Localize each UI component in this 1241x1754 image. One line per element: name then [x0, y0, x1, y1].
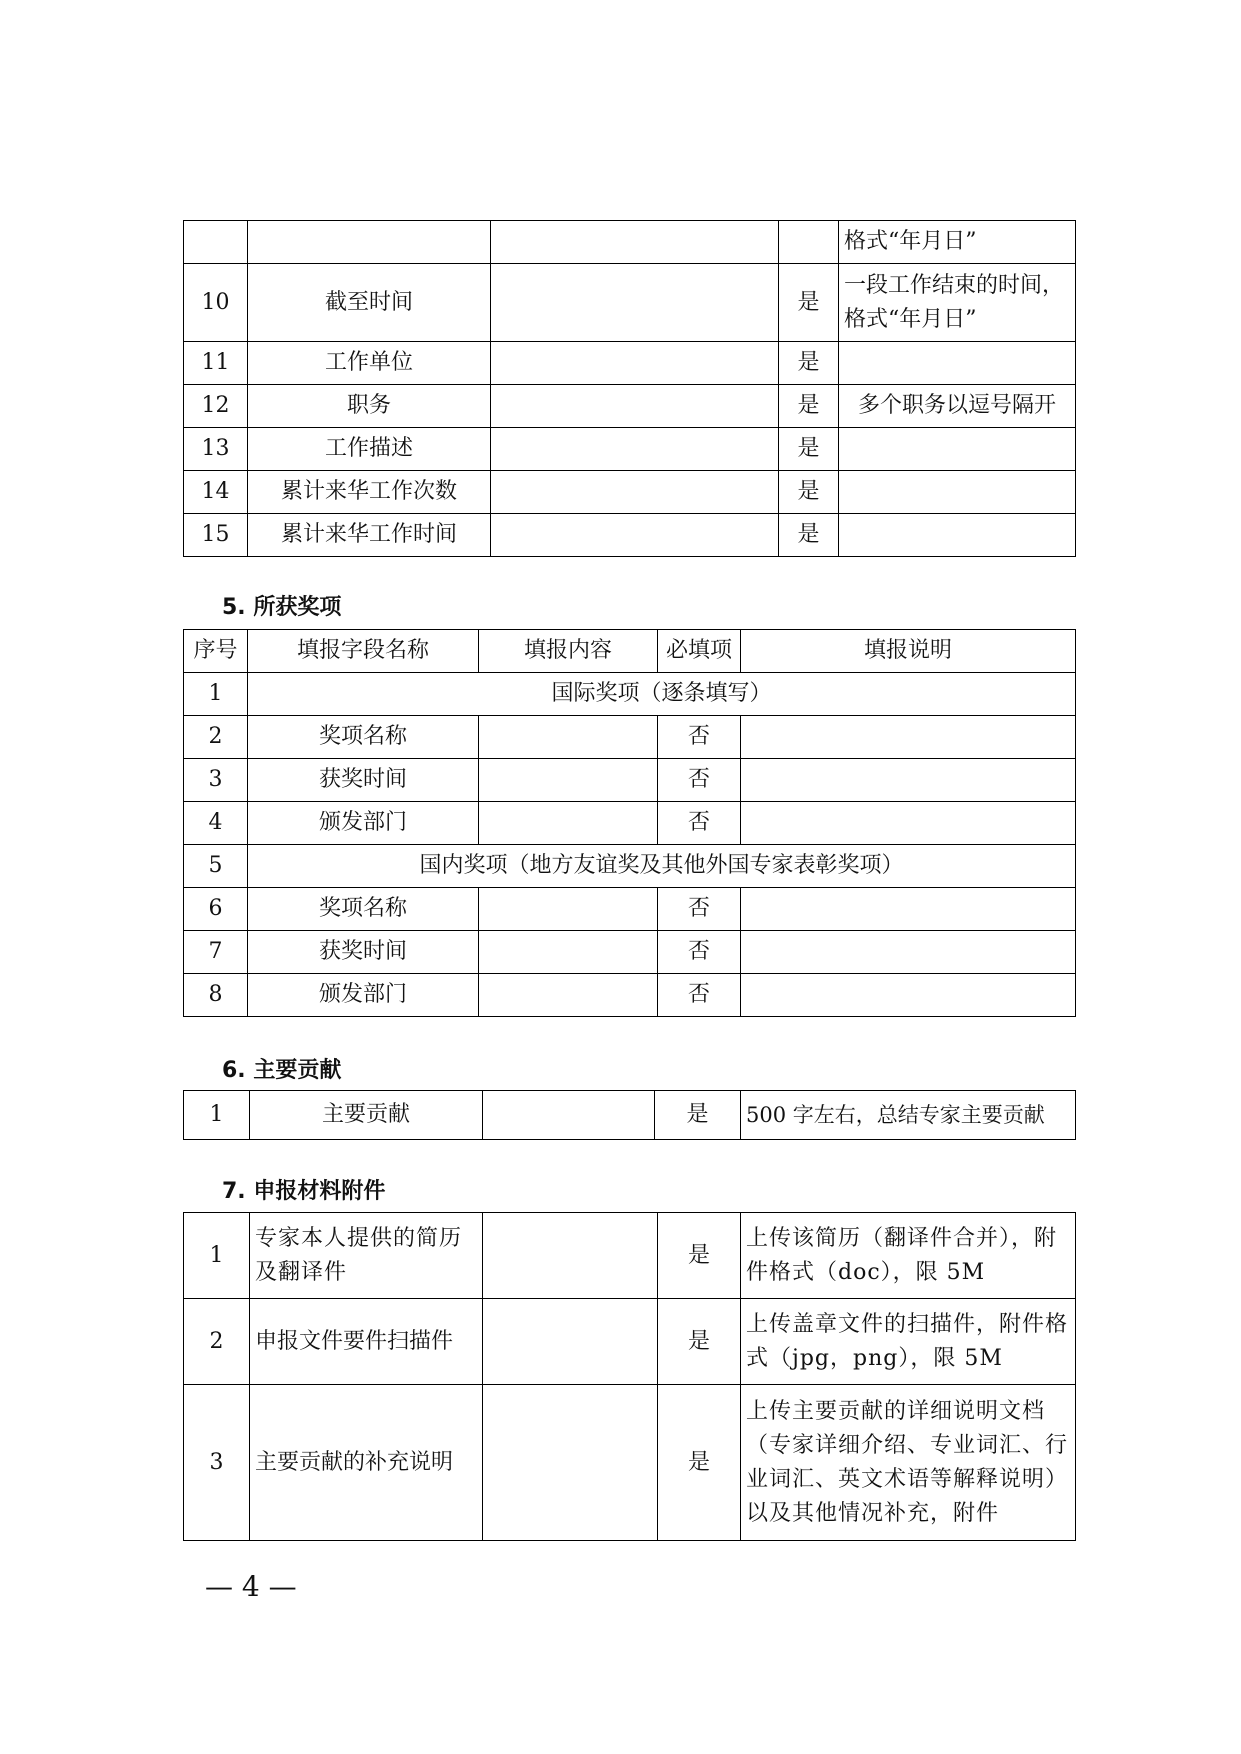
page-number: — 4 —: [205, 1570, 297, 1603]
field-name: 专家本人提供的简历及翻译件: [250, 1213, 483, 1299]
required-flag: [779, 221, 839, 264]
table-row: [184, 673, 1076, 716]
contribution-table: [183, 1090, 1076, 1140]
fill-note: [741, 931, 1076, 974]
table-row: [184, 1299, 1076, 1385]
row-number: 3: [184, 1385, 250, 1541]
fill-content[interactable]: [491, 514, 779, 557]
fill-content[interactable]: [479, 931, 658, 974]
row-number: 1: [184, 1091, 250, 1140]
row-number: [184, 221, 248, 264]
row-number: 2: [184, 1299, 250, 1385]
field-name: 主要贡献: [250, 1091, 483, 1140]
required-flag: 否: [658, 802, 741, 845]
required-flag: 否: [658, 716, 741, 759]
required-flag: 是: [655, 1091, 741, 1140]
row-number: 4: [184, 802, 248, 845]
fill-content[interactable]: [483, 1091, 655, 1140]
section-title-contribution: 6. 主要贡献: [222, 1058, 342, 1083]
row-number: 10: [184, 264, 248, 342]
required-flag: 是: [779, 342, 839, 385]
field-name: 主要贡献的补充说明: [250, 1385, 483, 1541]
fill-note: 多个职务以逗号隔开: [839, 385, 1076, 428]
required-flag: 是: [779, 471, 839, 514]
header-no: 序号: [184, 630, 248, 673]
row-number: 14: [184, 471, 248, 514]
fill-note: 上传主要贡献的详细说明文档（专家详细介绍、专业词汇、行业词汇、英文术语等解释说明）以及其他情况补充，附件: [741, 1385, 1076, 1541]
field-name: 获奖时间: [248, 759, 479, 802]
field-name: 奖项名称: [248, 888, 479, 931]
category-heading: 国内奖项（地方友谊奖及其他外国专家表彰奖项）: [248, 845, 1076, 888]
required-flag: 否: [658, 888, 741, 931]
row-number: 1: [184, 673, 248, 716]
row-number: 1: [184, 1213, 250, 1299]
field-name: 申报文件要件扫描件: [250, 1299, 483, 1385]
table-row: [184, 342, 1076, 385]
field-name: 累计来华工作时间: [248, 514, 491, 557]
field-name: [248, 221, 491, 264]
table-row: [184, 1213, 1076, 1299]
table-row: [184, 514, 1076, 557]
fill-note: [839, 428, 1076, 471]
field-name: 工作描述: [248, 428, 491, 471]
table-row: [184, 1385, 1076, 1541]
field-name: 颁发部门: [248, 802, 479, 845]
fill-content[interactable]: [491, 221, 779, 264]
fill-content[interactable]: [479, 802, 658, 845]
table-row: [184, 1091, 1076, 1140]
required-flag: 是: [658, 1299, 741, 1385]
fill-note: 上传盖章文件的扫描件，附件格式（jpg，png），限 5M: [741, 1299, 1076, 1385]
row-number: 12: [184, 385, 248, 428]
fill-note: 一段工作结束的时间，格式“年月日”: [839, 264, 1076, 342]
attachments-table: [183, 1212, 1076, 1541]
fill-content[interactable]: [483, 1385, 658, 1541]
row-number: 13: [184, 428, 248, 471]
fill-content[interactable]: [479, 888, 658, 931]
fill-content[interactable]: [491, 471, 779, 514]
table-row: [184, 845, 1076, 888]
required-flag: 是: [779, 428, 839, 471]
row-number: 8: [184, 974, 248, 1017]
row-number: 3: [184, 759, 248, 802]
fill-content[interactable]: [483, 1213, 658, 1299]
fill-content[interactable]: [491, 428, 779, 471]
fill-content[interactable]: [479, 974, 658, 1017]
fill-note: 500 字左右，总结专家主要贡献: [741, 1091, 1076, 1140]
fill-note: [741, 974, 1076, 1017]
fill-note: [839, 342, 1076, 385]
field-name: 奖项名称: [248, 716, 479, 759]
table-row: [184, 759, 1076, 802]
required-flag: 否: [658, 974, 741, 1017]
required-flag: 否: [658, 931, 741, 974]
table-row: [184, 221, 1076, 264]
section-title-awards: 5. 所获奖项: [222, 595, 342, 620]
table-row: [184, 264, 1076, 342]
field-name: 工作单位: [248, 342, 491, 385]
row-number: 2: [184, 716, 248, 759]
table-header-row: [184, 630, 1076, 673]
fill-content[interactable]: [479, 716, 658, 759]
category-heading: 国际奖项（逐条填写）: [248, 673, 1076, 716]
fill-content[interactable]: [491, 385, 779, 428]
field-name: 职务: [248, 385, 491, 428]
field-name: 获奖时间: [248, 931, 479, 974]
required-flag: 是: [779, 514, 839, 557]
fill-note: 格式“年月日”: [839, 221, 1076, 264]
required-flag: 是: [658, 1385, 741, 1541]
fill-note: [839, 471, 1076, 514]
fill-content[interactable]: [491, 264, 779, 342]
fill-content[interactable]: [483, 1299, 658, 1385]
table-row: [184, 802, 1076, 845]
fill-note: [741, 888, 1076, 931]
table-row: [184, 428, 1076, 471]
table-row: [184, 471, 1076, 514]
required-flag: 是: [658, 1213, 741, 1299]
table-row: [184, 385, 1076, 428]
header-required: 必填项: [658, 630, 741, 673]
section-title-attachments: 7. 申报材料附件: [222, 1179, 386, 1204]
table-row: [184, 888, 1076, 931]
header-content: 填报内容: [479, 630, 658, 673]
required-flag: 是: [779, 264, 839, 342]
row-number: 15: [184, 514, 248, 557]
row-number: 11: [184, 342, 248, 385]
row-number: 6: [184, 888, 248, 931]
fill-note: [741, 759, 1076, 802]
fill-note: [839, 514, 1076, 557]
awards-table: [183, 629, 1076, 1017]
row-number: 7: [184, 931, 248, 974]
work-history-table: [183, 220, 1076, 557]
header-note: 填报说明: [741, 630, 1076, 673]
field-name: 截至时间: [248, 264, 491, 342]
fill-content[interactable]: [491, 342, 779, 385]
fill-note: 上传该简历（翻译件合并），附件格式（doc），限 5M: [741, 1213, 1076, 1299]
table-row: [184, 716, 1076, 759]
fill-content[interactable]: [479, 759, 658, 802]
table-row: [184, 931, 1076, 974]
fill-note: [741, 716, 1076, 759]
fill-note: [741, 802, 1076, 845]
field-name: 颁发部门: [248, 974, 479, 1017]
required-flag: 否: [658, 759, 741, 802]
row-number: 5: [184, 845, 248, 888]
field-name: 累计来华工作次数: [248, 471, 491, 514]
header-field: 填报字段名称: [248, 630, 479, 673]
table-row: [184, 974, 1076, 1017]
required-flag: 是: [779, 385, 839, 428]
